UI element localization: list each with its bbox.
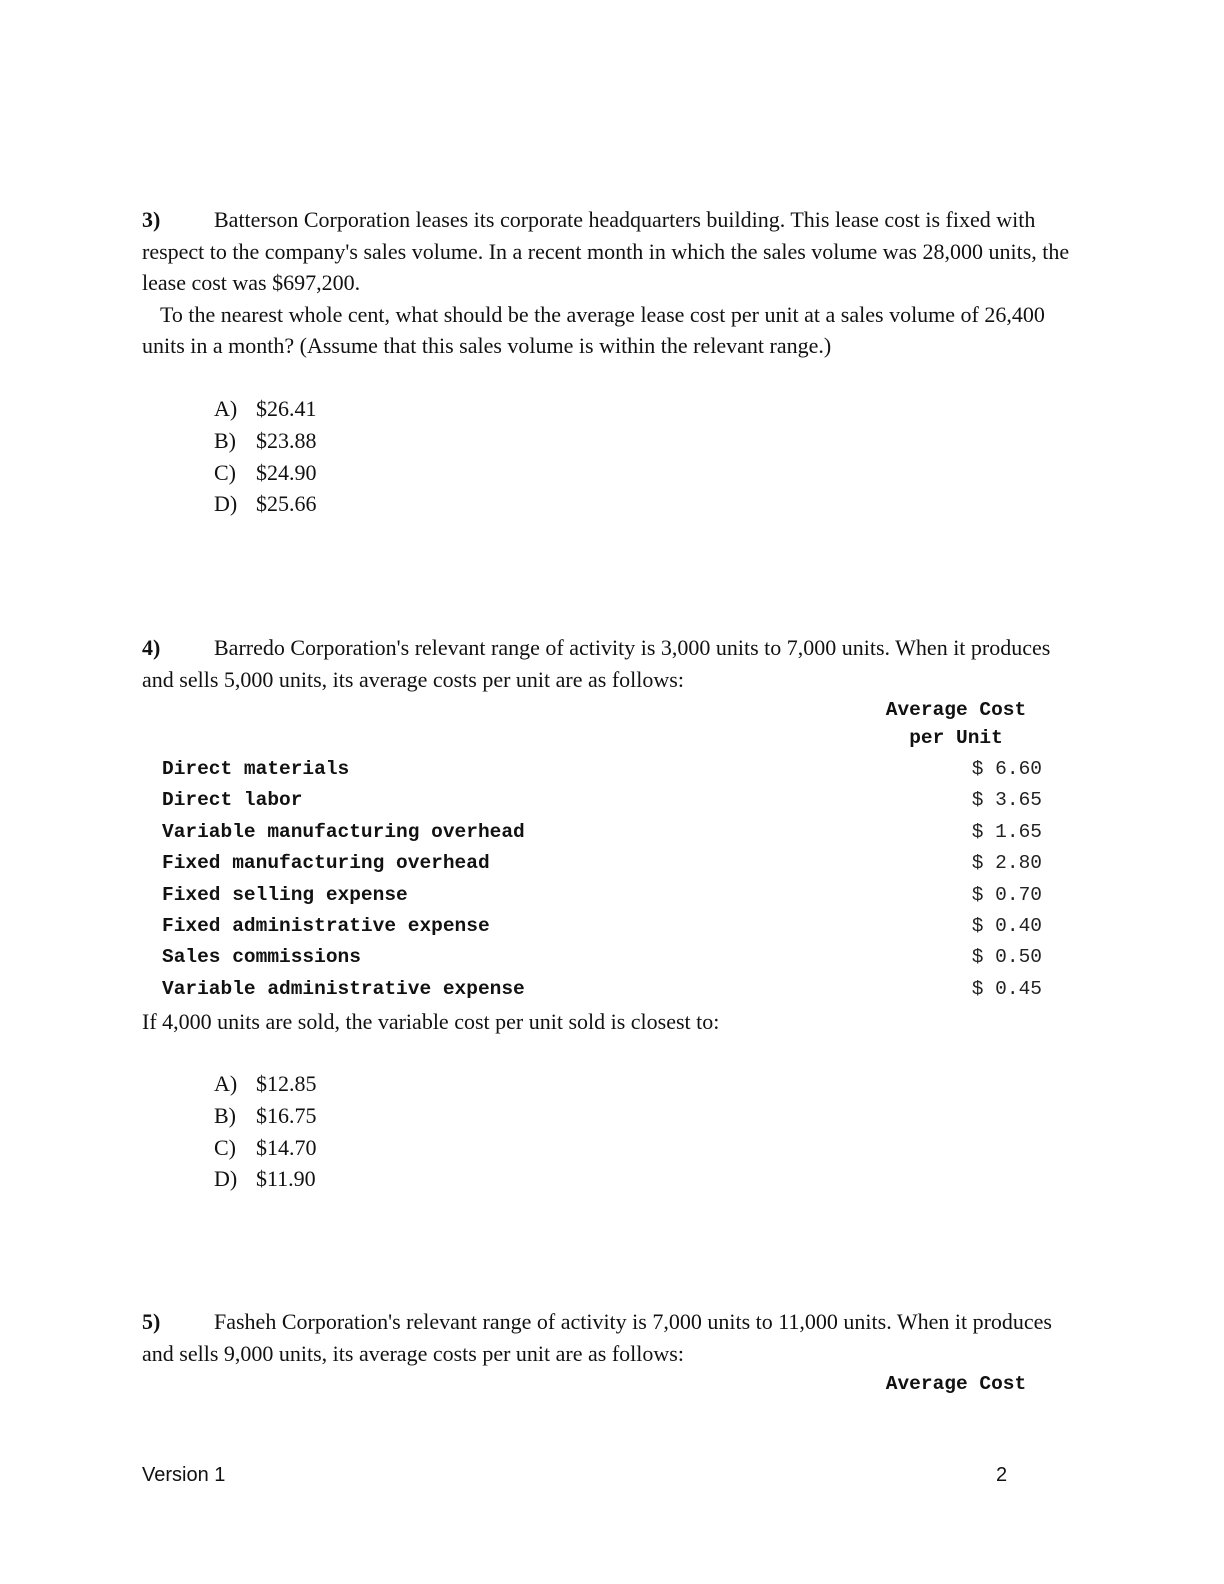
cost-table [162,754,1042,1005]
choice-a[interactable]: A) $26.41 [214,396,317,421]
row-label: Variable administrative expense [162,977,525,1000]
question-number: 4) [142,635,161,660]
choice-a[interactable]: A) $12.85 [214,1071,317,1096]
question-number: 5) [142,1309,161,1334]
table-row [162,942,1042,973]
question-3-stem: Batterson Corporation leases its corporate headquarters building. This lease cost is fixed with respect to the company's sales volume. In a recent month in which the sales volume was 28,000 units, the lease cost was $697,200. [142,207,1070,295]
row-value: $ 3.65 [971,789,1042,812]
row-value: $ 6.60 [971,758,1042,780]
table-row [162,880,1042,911]
question-4-stem: Barredo Corporation's relevant range of activity is 3,000 units to 7,000 units. When it produces and sells 5,000 units, its average costs per unit are as follows: [142,635,1051,692]
row-label: Fixed selling expense [162,883,408,906]
row-value: $ 2.80 [971,852,1042,875]
question-3-choices [214,393,317,520]
table-row [162,974,1042,1005]
choice-d[interactable]: D) $11.90 [214,1166,316,1192]
choice-c[interactable]: C) $14.70 [214,1134,317,1160]
choice-d[interactable]: D) $25.66 [214,491,317,517]
table-row [162,817,1042,848]
row-value: $ 0.70 [971,883,1042,906]
column-header: Average Cost per Unit [885,699,1027,749]
table-row [162,911,1042,942]
question-4-prompt: If 4,000 units are sold, the variable cost per unit sold is closest to: [142,1009,720,1034]
row-value: $ 1.65 [971,820,1042,843]
row-value: $ 0.40 [971,914,1042,937]
choice-b[interactable]: B) $16.75 [214,1102,317,1128]
table-row [162,785,1042,816]
question-3-text [142,204,1072,362]
page-number: 2 [996,1464,1008,1486]
choice-b[interactable]: B) $23.88 [214,427,317,453]
question-4-choices [214,1068,317,1195]
row-value: $ 0.45 [971,977,1042,1000]
row-label: Fixed manufacturing overhead [162,852,490,875]
question-4-text [142,632,1072,695]
row-value: $ 0.50 [971,946,1042,969]
table-row [162,848,1042,879]
footer-version: Version 1 [142,1464,226,1486]
question-5-text [142,1306,1072,1369]
table-row [162,754,1042,785]
choice-c[interactable]: C) $24.90 [214,459,317,485]
question-3-prompt: To the nearest whole cent, what should be the average lease cost per unit at a sales volume of 26,400 units in a month? (Assume that this sales volume is within the relevant range.) [142,301,1045,358]
column-header: Average Cost [885,1373,1027,1395]
row-label: Direct labor [162,789,303,812]
question-5-stem: Fasheh Corporation's relevant range of activity is 7,000 units to 11,000 units. When it produces and sells 9,000 units, its average costs per unit are as follows: [142,1309,1052,1366]
question-number: 3) [142,207,161,232]
row-label: Variable manufacturing overhead [162,820,525,843]
row-label: Fixed administrative expense [162,914,490,937]
row-label: Direct materials [162,758,350,780]
row-label: Sales commissions [162,946,361,969]
